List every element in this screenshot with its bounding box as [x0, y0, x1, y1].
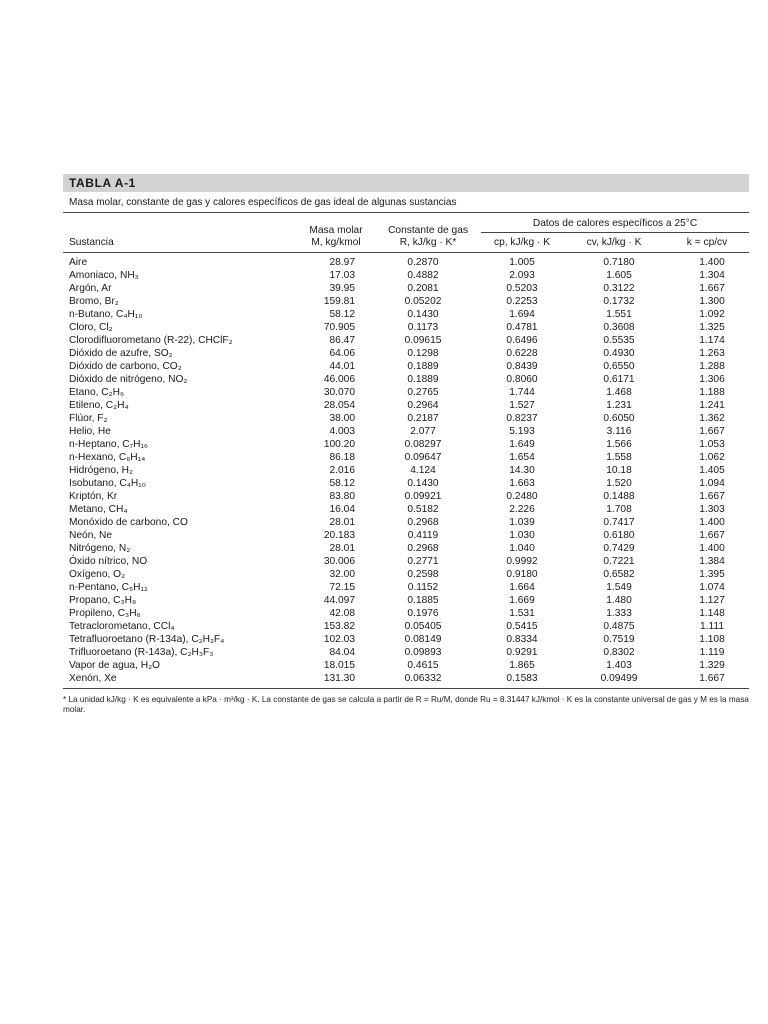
cell-masa-molar: 102.03: [323, 634, 355, 645]
table-row: [63, 529, 749, 542]
cell-cv: 1.231: [606, 400, 632, 411]
cell-masa-molar: 4.003: [329, 426, 355, 437]
cell-sustancia: Oxígeno, O₂: [69, 569, 126, 580]
table-row: [63, 399, 749, 412]
cell-cp: 1.040: [509, 543, 535, 554]
cell-masa-molar: 100.20: [323, 439, 355, 450]
cell-masa-molar: 159.81: [323, 296, 355, 307]
cell-cv: 0.3122: [603, 283, 635, 294]
cell-cv: 0.5535: [603, 335, 635, 346]
table-row: [63, 607, 749, 620]
cell-cv: 1.468: [606, 387, 632, 398]
cell-sustancia: Propano, C₃H₈: [69, 595, 137, 606]
cell-k: 1.384: [699, 556, 725, 567]
cell-constante: 4.124: [410, 465, 436, 476]
cell-cv: 0.7429: [603, 543, 635, 554]
cell-k: 1.400: [699, 517, 725, 528]
header-masa-molar: [297, 213, 375, 253]
cell-masa-molar: 64.06: [329, 348, 355, 359]
cell-k: 1.174: [699, 335, 725, 346]
cell-cp: 0.8334: [506, 634, 538, 645]
cell-masa-molar: 28.054: [323, 400, 355, 411]
cell-constante: 0.09647: [404, 452, 442, 463]
cell-sustancia: Aire: [69, 257, 88, 268]
cell-cp: 1.865: [509, 660, 535, 671]
header-constante-line1: Constante de gas: [388, 225, 468, 236]
cell-cp: 0.1583: [481, 672, 563, 689]
table-row: [63, 503, 749, 516]
cell-cp: 1.669: [509, 595, 535, 606]
header-cv: cv, kJ/kg · K: [563, 233, 665, 253]
cell-k: 1.148: [699, 608, 725, 619]
cell-k: 1.304: [699, 270, 725, 281]
cell-cv: 1.549: [606, 582, 632, 593]
cell-cp: 1.694: [509, 309, 535, 320]
table-row: [63, 282, 749, 295]
cell-sustancia: Dióxido de carbono, CO₂: [69, 361, 182, 372]
cell-masa-molar: 17.03: [329, 270, 355, 281]
cell-cp: 0.8439: [506, 361, 538, 372]
table-row: [63, 555, 749, 568]
cell-sustancia: Nitrógeno, N₂: [69, 543, 131, 554]
cell-k: 1.362: [699, 413, 725, 424]
cell-sustancia: Tetrafluoroetano (R-134a), C₂H₂F₄: [69, 634, 225, 645]
header-k: k = cp/cv: [665, 233, 749, 253]
cell-constante: 0.1152: [407, 582, 439, 593]
cell-sustancia: Óxido nítrico, NO: [69, 556, 148, 567]
cell-constante: 0.1885: [407, 595, 439, 606]
cell-cp: 2.226: [509, 504, 535, 515]
cell-cv: 0.6582: [603, 569, 635, 580]
cell-k: 1.667: [699, 283, 725, 294]
cell-constante: 0.4119: [407, 530, 439, 541]
cell-cp: 1.744: [509, 387, 535, 398]
cell-k: 1.094: [699, 478, 725, 489]
cell-k: 1.667: [699, 426, 725, 437]
cell-k: 1.062: [699, 452, 725, 463]
table-row: [63, 542, 749, 555]
cell-sustancia: Bromo, Br₂: [69, 296, 119, 307]
cell-k: 1.325: [699, 322, 725, 333]
cell-cv: 0.6171: [603, 374, 635, 385]
table-a1-document: [63, 174, 749, 715]
table-row: [63, 295, 749, 308]
cell-cp: 0.6496: [506, 335, 538, 346]
cell-sustancia: Metano, CH₄: [69, 504, 128, 515]
cell-cv: 0.7417: [603, 517, 635, 528]
cell-cp: 1.654: [509, 452, 535, 463]
cell-k: 1.306: [699, 374, 725, 385]
cell-constante: 0.05405: [404, 621, 442, 632]
cell-sustancia: Etileno, C₂H₄: [69, 400, 129, 411]
cell-sustancia: Kriptón, Kr: [69, 491, 118, 502]
table-row: [63, 451, 749, 464]
cell-constante: 0.2598: [407, 569, 439, 580]
cell-cv: 0.7221: [603, 556, 635, 567]
cell-sustancia: Helio, He: [69, 426, 111, 437]
table-row: [63, 672, 749, 689]
cell-masa-molar: 83.80: [329, 491, 355, 502]
cell-cv: 1.558: [606, 452, 632, 463]
cell-sustancia: n-Heptano, C₇H₁₆: [69, 439, 148, 450]
cell-k: 1.303: [699, 504, 725, 515]
cell-sustancia: Trifluoroetano (R-143a), C₂H₃F₃: [69, 647, 214, 658]
cell-k: 1.405: [699, 465, 725, 476]
table-body: [63, 253, 749, 689]
cell-sustancia: Monóxido de carbono, CO: [69, 517, 188, 528]
cell-constante: 0.09615: [404, 335, 442, 346]
cell-cp: 1.039: [509, 517, 535, 528]
cell-cp: 14.30: [509, 465, 535, 476]
cell-cp: 1.663: [509, 478, 535, 489]
cell-sustancia: Propileno, C₃H₆: [69, 608, 141, 619]
cell-cv: 0.1732: [603, 296, 635, 307]
cell-constante: 0.2870: [407, 257, 439, 268]
table-row: [63, 438, 749, 451]
cell-k: 1.263: [699, 348, 725, 359]
cell-constante: 0.2765: [407, 387, 439, 398]
cell-masa-molar: 131.30: [297, 672, 375, 689]
cell-cp: 0.9180: [506, 569, 538, 580]
table-row: [63, 594, 749, 607]
cell-masa-molar: 46.006: [323, 374, 355, 385]
cell-cp: 1.649: [509, 439, 535, 450]
cell-constante: 0.2968: [407, 517, 439, 528]
cell-sustancia: Dióxido de azufre, SO₂: [69, 348, 173, 359]
cell-cp: 0.8237: [506, 413, 538, 424]
cell-masa-molar: 38.00: [329, 413, 355, 424]
cell-cp: 0.2253: [506, 296, 538, 307]
table-row: [63, 386, 749, 399]
cell-k: 1.111: [700, 621, 724, 632]
cell-sustancia: Hidrógeno, H₂: [69, 465, 133, 476]
table-row: [63, 477, 749, 490]
cell-cp: 1.005: [509, 257, 535, 268]
cell-sustancia: Amoniaco, NH₃: [69, 270, 139, 281]
cell-cv: 1.520: [606, 478, 632, 489]
cell-sustancia: Isobutano, C₄H₁₀: [69, 478, 146, 489]
cell-cv: 1.551: [606, 309, 632, 320]
cell-sustancia: n-Hexano, C₆H₁₄: [69, 452, 146, 463]
cell-masa-molar: 39.95: [329, 283, 355, 294]
cell-cv: 0.6050: [603, 413, 635, 424]
cell-cv: 0.4930: [603, 348, 635, 359]
cell-masa-molar: 30.070: [323, 387, 355, 398]
cell-cp: 1.531: [509, 608, 535, 619]
cell-k: 1.188: [699, 387, 725, 398]
table-row: [63, 568, 749, 581]
table-caption: Masa molar, constante de gas y calores específicos de gas ideal de algunas sustancias: [63, 192, 749, 213]
cell-cp: 5.193: [509, 426, 535, 437]
cell-masa-molar: 86.18: [329, 452, 355, 463]
cell-cv: 0.6180: [603, 530, 635, 541]
cell-constante: 0.1889: [407, 374, 439, 385]
cell-k: 1.400: [699, 257, 725, 268]
cell-k: 1.400: [699, 543, 725, 554]
cell-constante: 0.09893: [404, 647, 442, 658]
cell-sustancia: Argón, Ar: [69, 283, 112, 294]
table-row: [63, 269, 749, 282]
cell-masa-molar: 16.04: [329, 504, 355, 515]
cell-cv: 0.3608: [603, 322, 635, 333]
cell-sustancia: Xenón, Xe: [63, 672, 297, 689]
cell-sustancia: Clorodifluorometano (R-22), CHClF₂: [69, 335, 233, 346]
cell-constante: 0.2964: [407, 400, 439, 411]
cell-k: 1.288: [699, 361, 725, 372]
cell-constante: 0.1430: [407, 309, 439, 320]
table-row: [63, 581, 749, 594]
cell-cv: 0.4875: [603, 621, 635, 632]
cell-masa-molar: 28.97: [329, 257, 355, 268]
cell-masa-molar: 42.08: [329, 608, 355, 619]
header-constante-line2: R, kJ/kg · K*: [399, 237, 457, 248]
cell-cv: 0.09499: [563, 672, 665, 689]
table-title: TABLA A-1: [63, 174, 749, 192]
cell-cv: 1.333: [606, 608, 632, 619]
cell-constante: 0.1430: [407, 478, 439, 489]
cell-cp: 1.527: [509, 400, 535, 411]
cell-masa-molar: 30.006: [323, 556, 355, 567]
cell-cv: 1.480: [606, 595, 632, 606]
table-row: [63, 425, 749, 438]
cell-masa-molar: 28.01: [329, 517, 355, 528]
cell-cv: 1.403: [606, 660, 632, 671]
cell-sustancia: Dióxido de nitrógeno, NO₂: [69, 374, 188, 385]
header-cp: cp, kJ/kg · K: [481, 233, 563, 253]
cell-constante: 0.1298: [407, 348, 439, 359]
cell-constante: 2.077: [410, 426, 436, 437]
cell-constante: 0.06332: [375, 672, 481, 689]
cell-cv: 0.7180: [603, 257, 635, 268]
cell-masa-molar: 20.183: [323, 530, 355, 541]
table-row: [63, 646, 749, 659]
cell-cp: 0.2480: [506, 491, 538, 502]
header-group-calores: Datos de calores específicos a 25°C: [481, 213, 749, 233]
cell-sustancia: Flúor, F₂: [69, 413, 108, 424]
cell-masa-molar: 84.04: [329, 647, 355, 658]
cell-cp: 1.664: [509, 582, 535, 593]
table-row: [63, 308, 749, 321]
cell-masa-molar: 58.12: [329, 478, 355, 489]
cell-constante: 0.4615: [407, 660, 439, 671]
table-row: [63, 360, 749, 373]
cell-cv: 0.1488: [603, 491, 635, 502]
cell-cv: 1.708: [606, 504, 632, 515]
cell-sustancia: Neón, Ne: [69, 530, 113, 541]
cell-sustancia: Tetraclorometano, CCl₄: [69, 621, 175, 632]
cell-constante: 0.08297: [404, 439, 442, 450]
cell-sustancia: Etano, C₂H₆: [69, 387, 125, 398]
cell-constante: 0.1173: [407, 322, 439, 333]
cell-cp: 0.5415: [506, 621, 538, 632]
cell-sustancia: Vapor de agua, H₂O: [69, 660, 160, 671]
cell-masa-molar: 72.15: [329, 582, 355, 593]
cell-k: 1.241: [699, 400, 725, 411]
header-sustancia: Sustancia: [63, 213, 297, 253]
cell-masa-molar: 2.016: [329, 465, 355, 476]
cell-k: 1.119: [699, 647, 725, 658]
cell-cp: 1.030: [509, 530, 535, 541]
cell-cp: 0.6228: [506, 348, 538, 359]
cell-constante: 0.1889: [407, 361, 439, 372]
table-row: [63, 253, 749, 270]
cell-constante: 0.5182: [407, 504, 439, 515]
header-constante-gas: [375, 213, 481, 253]
cell-sustancia: Cloro, Cl₂: [69, 322, 113, 333]
cell-cp: 0.9992: [506, 556, 538, 567]
cell-k: 1.667: [699, 491, 725, 502]
table-row: [63, 373, 749, 386]
cell-masa-molar: 70.905: [323, 322, 355, 333]
table-row: [63, 321, 749, 334]
cell-constante: 0.05202: [404, 296, 442, 307]
cell-cp: 0.9291: [506, 647, 538, 658]
table-row: [63, 464, 749, 477]
table-row: [63, 659, 749, 672]
properties-table: [63, 213, 749, 689]
cell-cp: 0.4781: [506, 322, 538, 333]
table-row: [63, 412, 749, 425]
cell-cp: 2.093: [509, 270, 535, 281]
cell-masa-molar: 58.12: [329, 309, 355, 320]
cell-k: 1.300: [699, 296, 725, 307]
cell-k: 1.108: [699, 634, 725, 645]
cell-k: 1.667: [665, 672, 749, 689]
table-row: [63, 490, 749, 503]
table-row: [63, 516, 749, 529]
cell-k: 1.092: [699, 309, 725, 320]
cell-masa-molar: 28.01: [329, 543, 355, 554]
cell-cp: 0.8060: [506, 374, 538, 385]
cell-masa-molar: 153.82: [323, 621, 355, 632]
cell-cv: 0.7519: [603, 634, 635, 645]
cell-cv: 1.605: [606, 270, 632, 281]
cell-masa-molar: 44.01: [329, 361, 355, 372]
cell-sustancia: n-Butano, C₄H₁₀: [69, 309, 143, 320]
footnote: * La unidad kJ/kg · K es equivalente a kPa · m³/kg · K. La constante de gas se calcula a partir de R = Ru/M, donde Ru = 8.31447 kJ/kmol · K es la constante universal de gas y M es la masa molar.: [63, 695, 749, 714]
cell-k: 1.074: [699, 582, 725, 593]
cell-constante: 0.2081: [407, 283, 439, 294]
cell-cv: 3.116: [606, 426, 632, 437]
cell-masa-molar: 44.097: [323, 595, 355, 606]
header-masa-molar-line1: Masa molar: [309, 225, 363, 236]
cell-k: 1.395: [699, 569, 725, 580]
table-row: [63, 620, 749, 633]
header-masa-molar-line2: M, kg/kmol: [311, 237, 361, 248]
cell-masa-molar: 18.015: [323, 660, 355, 671]
cell-cv: 1.566: [606, 439, 632, 450]
cell-cv: 10.18: [606, 465, 632, 476]
cell-k: 1.667: [699, 530, 725, 541]
cell-cv: 0.8302: [603, 647, 635, 658]
cell-constante: 0.4882: [407, 270, 439, 281]
table-row: [63, 633, 749, 646]
cell-k: 1.329: [699, 660, 725, 671]
table-row: [63, 347, 749, 360]
table-row: [63, 334, 749, 347]
cell-constante: 0.08149: [404, 634, 442, 645]
cell-k: 1.053: [699, 439, 725, 450]
cell-sustancia: n-Pentano, C₅H₁₂: [69, 582, 148, 593]
cell-masa-molar: 32.00: [329, 569, 355, 580]
cell-cv: 0.6550: [603, 361, 635, 372]
cell-cp: 0.5203: [506, 283, 538, 294]
cell-constante: 0.1976: [407, 608, 439, 619]
cell-constante: 0.2771: [407, 556, 439, 567]
cell-k: 1.127: [699, 595, 725, 606]
cell-masa-molar: 86.47: [329, 335, 355, 346]
cell-constante: 0.2968: [407, 543, 439, 554]
cell-constante: 0.2187: [407, 413, 439, 424]
cell-constante: 0.09921: [404, 491, 442, 502]
